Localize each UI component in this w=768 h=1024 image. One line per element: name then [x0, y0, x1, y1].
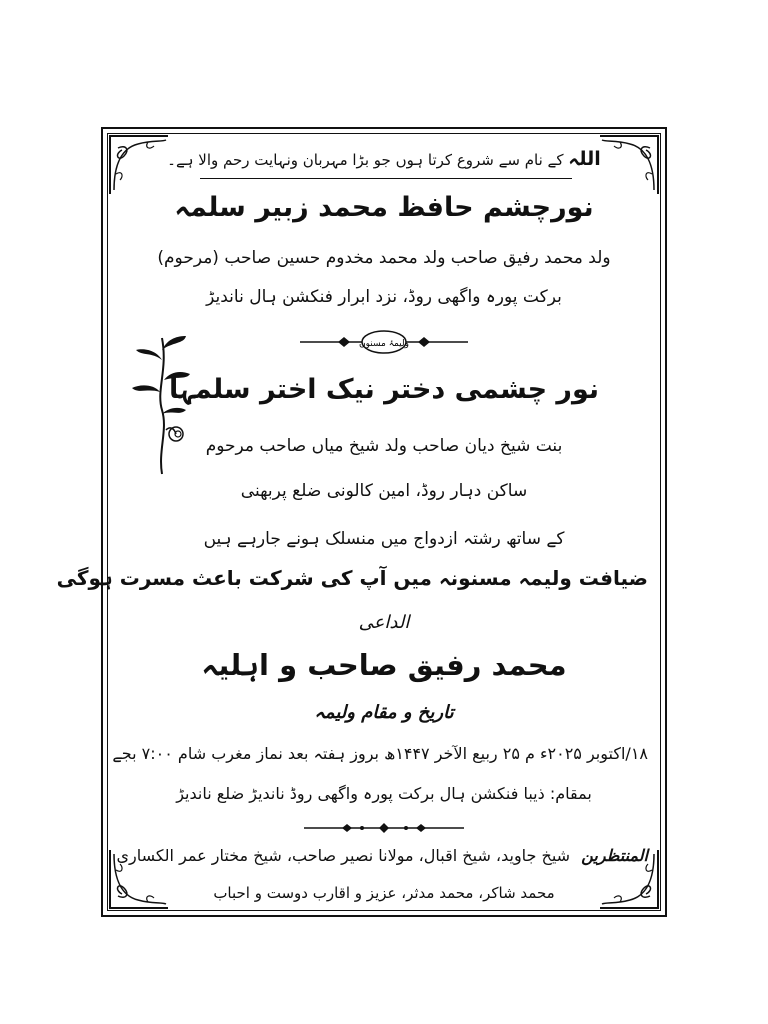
bride-name: نور چشمی دختر نیک اختر سلمہا	[168, 374, 600, 405]
greeters-line	[116, 846, 648, 865]
bismillah-line	[120, 148, 648, 170]
allah-word: اللہ	[568, 148, 601, 170]
bride-address: ساکن دہار روڈ، امین کالونی ضلع پربھنی	[240, 481, 528, 501]
groom-address: برکت پورہ واگھی روڈ، نزد ابرار فنکشن ہال ناندیڑ	[206, 287, 562, 307]
groom-name: نورچشم حافظ محمد زبیر سلمہ	[174, 192, 594, 223]
inviter-label: الداعی	[358, 612, 410, 633]
event-datetime: ۱۸/اکتوبر ۲۰۲۵ء م ۲۵ ربیع الآخر ۱۴۴۷ھ بروز ہفتہ بعد نماز مغرب شام ۷:۰۰ بجے	[112, 744, 648, 763]
bride-parentage: بنت شیخ دیان صاحب ولد شیخ میاں صاحب مرحوم	[205, 436, 563, 456]
greeters-line-2: محمد شاکر، محمد مدثر، عزیز و اقارب دوست و احباب	[213, 884, 555, 902]
venue-title: تاریخ و مقام ولیمہ	[314, 702, 454, 723]
divider-ornament-icon	[302, 822, 466, 834]
header-rule	[200, 178, 572, 179]
greeters-label: المنتظرین	[581, 846, 648, 865]
groom-parentage: ولد محمد رفیق صاحب ولد محمد مخدوم حسین صاحب (مرحوم)	[157, 248, 611, 268]
ornament-label: ولیمۂ مسنون	[359, 339, 409, 349]
inviter-name: محمد رفیق صاحب و اہلیہ	[201, 648, 567, 682]
greeters-names: شیخ جاوید، شیخ اقبال، مولانا نصیر صاحب، شیخ مختار عمر الکساری	[116, 846, 571, 865]
walima-ornament-icon	[298, 328, 470, 356]
bismillah-text: کے نام سے شروع کرتا ہوں جو بڑا مہربان ونہایت رحم والا ہے۔	[167, 151, 564, 169]
invitation-text: ضیافت ولیمہ مسنونہ میں آپ کی شرکت باعث مسرت ہوگی	[56, 566, 648, 590]
union-text: کے ساتھ رشتہ ازدواج میں منسلک ہونے جارہے ہیں	[203, 529, 565, 549]
event-venue: بمقام: ذیبا فنکشن ہال برکت پورہ واگھی روڈ ناندیڑ ضلع ناندیڑ	[176, 784, 592, 803]
